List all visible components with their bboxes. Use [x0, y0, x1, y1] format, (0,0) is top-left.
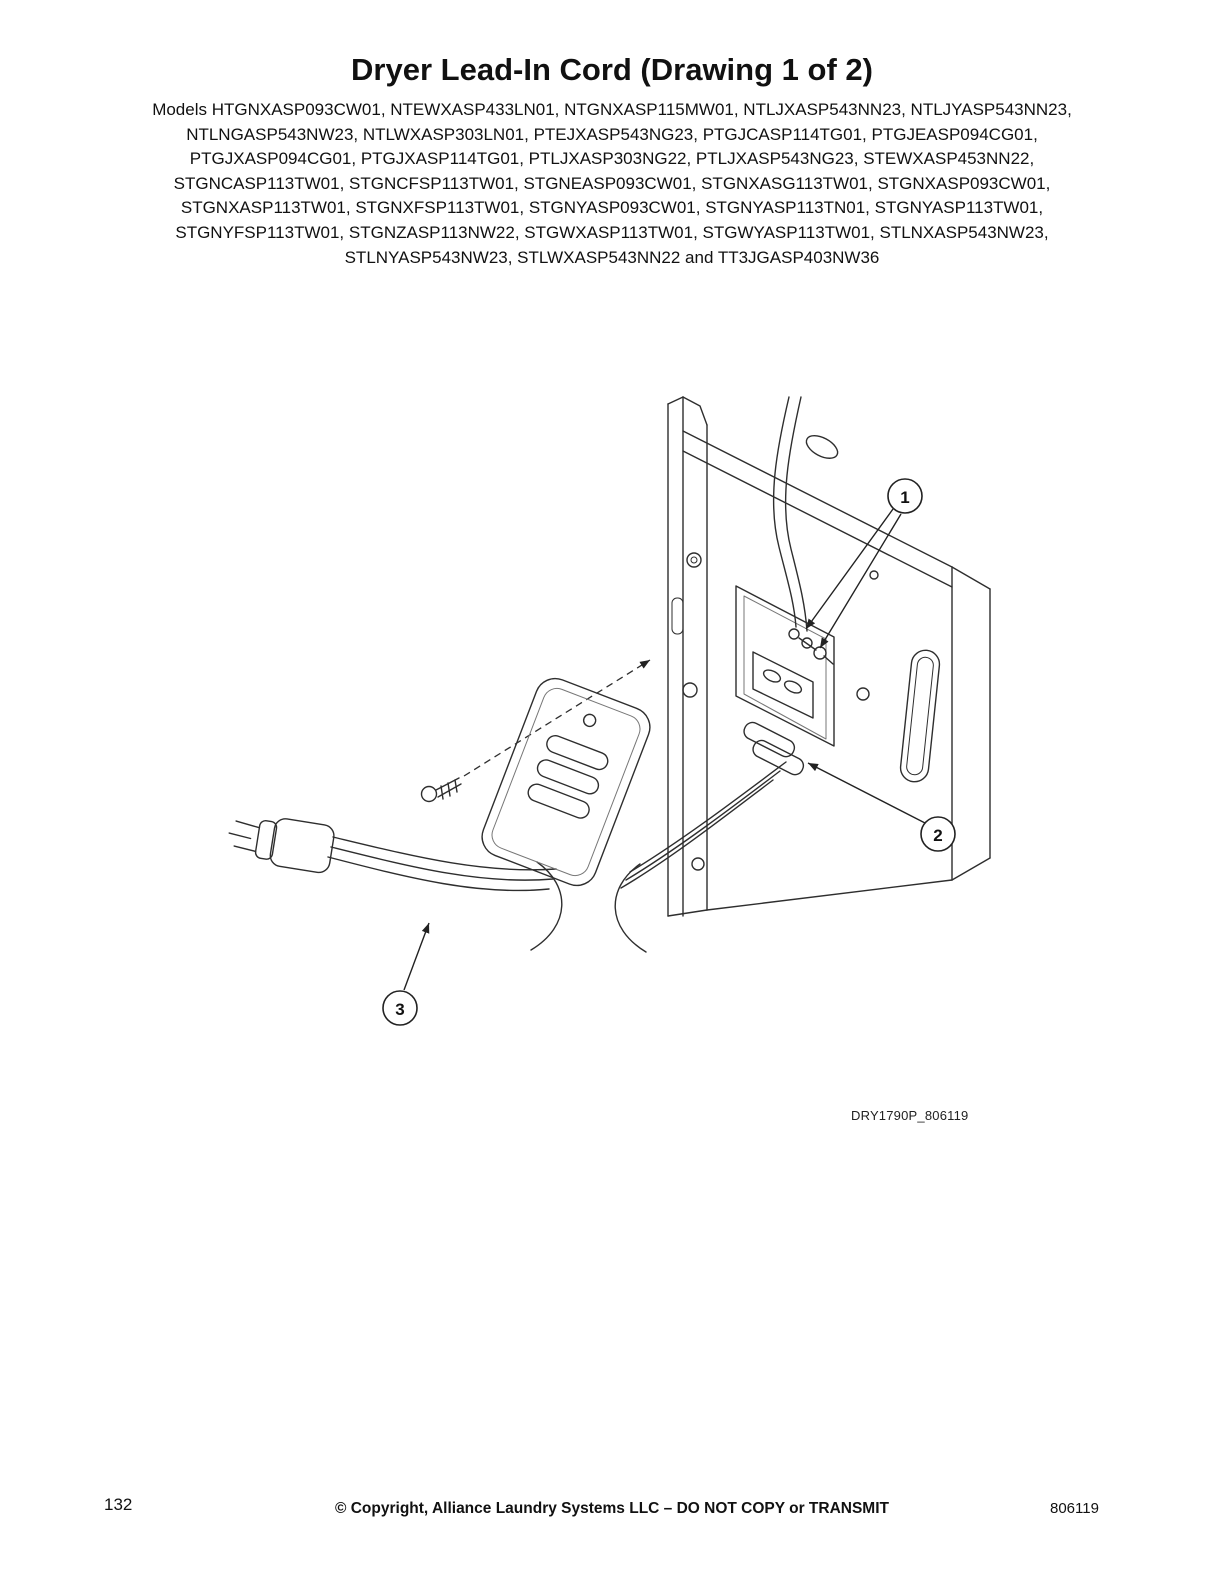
page-number: 132 — [104, 1495, 133, 1514]
callout-2-label: 2 — [933, 826, 943, 845]
screw-leader-line — [464, 660, 650, 776]
power-cord — [328, 762, 786, 952]
mounting-screw — [422, 778, 462, 802]
callout-leader-lines — [404, 509, 925, 990]
callout-3-label: 3 — [395, 1000, 405, 1019]
strain-relief — [741, 720, 806, 778]
callout-2 — [921, 817, 955, 851]
drawing-id: DRY1790P_806119 — [851, 1108, 969, 1123]
models-line-6: STGNYFSP113TW01, STGNZASP113NW22, STGWXASP113TW01, STGWYASP113TW01, STLNXASP543NW23, — [175, 222, 1049, 242]
ground-wires — [774, 397, 833, 664]
models-line-1: Models HTGNXASP093CW01, NTEWXASP433LN01, NTGNXASP115MW01, NTLJXASP543NN23, NTLJYASP543NN23, — [152, 100, 1072, 119]
callout-1 — [888, 479, 922, 513]
page-title: Dryer Lead-In Cord (Drawing 1 of 2) — [351, 52, 873, 87]
callout-3 — [383, 991, 417, 1025]
copyright-notice: © Copyright, Alliance Laundry Systems LLC – DO NOT COPY or TRANSMIT — [335, 1500, 889, 1517]
power-plug — [225, 810, 335, 874]
doc-number: 806119 — [1050, 1500, 1099, 1517]
models-line-2: NTLNGASP543NW23, NTLWXASP303LN01, PTEJXASP543NG23, PTGJCASP114TG01, PTGJEASP094CG01, — [186, 124, 1038, 144]
models-line-3: PTGJXASP094CG01, PTGJXASP114TG01, PTLJXASP303NG22, PTLJXASP543NG23, STEWXASP453NN22, — [189, 149, 1035, 169]
models-line-4: STGNCASP113TW01, STGNCFSP113TW01, STGNEASP093CW01, STGNXASG113TW01, STGNXASP093CW01, — [173, 173, 1051, 193]
models-line-5: STGNXASP113TW01, STGNXFSP113TW01, STGNYASP093CW01, STGNYASP113TN01, STGNYASP113TW01, — [180, 198, 1044, 218]
cord-clamp-plate — [476, 673, 655, 892]
callout-1-label: 1 — [900, 488, 910, 507]
models-line-7: STLNYASP543NW23, STLWXASP543NN22 and TT3JGASP403NW36 — [344, 247, 880, 267]
